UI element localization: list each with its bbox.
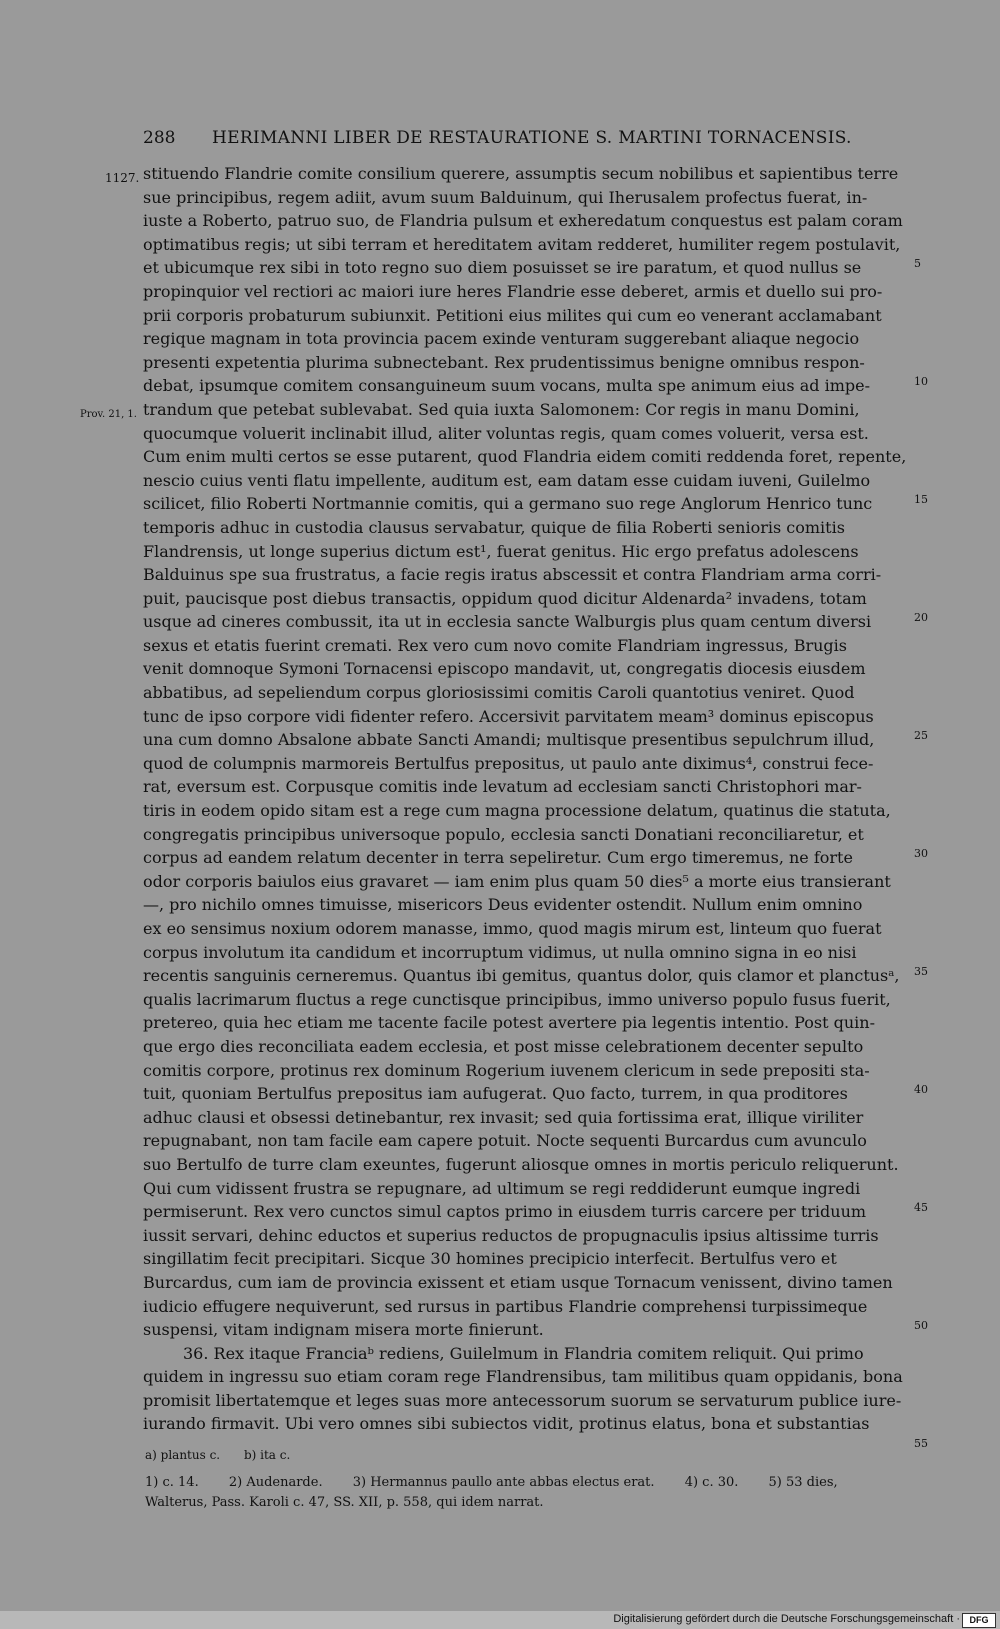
page-title: HERIMANNI LIBER DE RESTAURATIONE S. MARTINI TORNACENSIS. bbox=[212, 128, 852, 148]
text-line: quocumque voluerit inclinabit illud, aliter voluntas regis, quam comes voluerit, versa est. bbox=[143, 423, 869, 443]
credit-text: Digitalisierung gefördert durch die Deutsche Forschungsgemeinschaft · bbox=[613, 1613, 960, 1625]
line-number: 5 bbox=[914, 257, 921, 270]
text-line: comitis corpore, protinus rex dominum Rogerium iuvenem clericum in sede prepositi sta- bbox=[143, 1060, 870, 1080]
line-number: 55 bbox=[914, 1437, 928, 1450]
text-line: temporis adhuc in custodia clausus servabatur, quique de filia Roberti senioris comitis bbox=[143, 517, 845, 537]
text-line: —, pro nichilo omnes timuisse, misericors Deus evidenter ostendit. Nullum enim omnino bbox=[143, 895, 863, 915]
text-line: Burcardus, cum iam de provincia exissent et etiam usque Tornacum venissent, divino tamen bbox=[143, 1272, 893, 1292]
line-number: 40 bbox=[914, 1083, 928, 1096]
line-number: 20 bbox=[914, 611, 928, 624]
text-line: iudicio effugere nequiverunt, sed rursus in partibus Flandrie comprehensi turpissimeque bbox=[143, 1296, 868, 1316]
text-line: abbatibus, ad sepeliendum corpus gloriosissimi comitis Caroli quantotius veniret. Quod bbox=[143, 683, 855, 703]
footnote-continuation: Walterus, Pass. Karoli c. 47, SS. XII, p. 558, qui idem narrat. bbox=[145, 1495, 544, 1510]
variant-notes bbox=[145, 1448, 310, 1462]
text-line: repugnabant, non tam facile eam capere potuit. Nocte sequenti Burcardus cum avunculo bbox=[143, 1131, 867, 1151]
text-line: singillatim fecit precipitari. Sicque 30 homines precipicio interfecit. Bertulfus vero et bbox=[143, 1249, 837, 1269]
footnote: 2) Audenarde. bbox=[228, 1475, 323, 1490]
text-line: Balduinus spe sua frustratus, a facie regis iratus abscessit et contra Flandriam arma corri- bbox=[143, 565, 882, 585]
margin-year: 1127. bbox=[105, 171, 140, 185]
text-line: pretereo, quia hec etiam me tacente facile potest avertere pia legentis intentio. Post quin- bbox=[143, 1013, 875, 1033]
text-line: regique magnam in tota provincia pacem exinde venturam suggerebant aliaque negocio bbox=[143, 329, 860, 349]
text-line: odor corporis baiulos eius gravaret — iam enim plus quam 50 dies⁵ a morte eius transierant bbox=[143, 871, 891, 891]
credit-bar bbox=[0, 1611, 1000, 1629]
text-line: rat, eversum est. Corpusque comitis inde levatum ad ecclesiam sancti Christophori mar- bbox=[143, 777, 862, 797]
text-line: adhuc clausi et obsessi detinebantur, rex invasit; sed quia fortissima erat, illique viriliter bbox=[143, 1107, 864, 1127]
text-line: recentis sanguinis cerneremus. Quantus ibi gemitus, quantus dolor, quis clamor et planctusᵃ, bbox=[143, 966, 900, 986]
line-number: 15 bbox=[914, 493, 928, 506]
text-line: tiris in eodem opido sitam est a rege cum magna processione delatum, quatinus die statuta, bbox=[143, 801, 891, 821]
text-line: una cum domno Absalone abbate Sancti Amandi; multisque presentibus sepulchrum illud, bbox=[143, 730, 875, 750]
text-line: venit domnoque Symoni Tornacensi episcopo mandavit, ut, congregatis diocesis eiusdem bbox=[143, 659, 866, 679]
text-line: 36. Rex itaque Franciaᵇ rediens, Guilelmum in Flandria comitem reliquit. Qui primo bbox=[183, 1343, 864, 1363]
text-line: suspensi, vitam indignam misera morte finierunt. bbox=[143, 1320, 544, 1340]
text-line: suo Bertulfo de turre clam exeuntes, fugerunt aliosque omnes in mortis periculo reliquerunt. bbox=[143, 1154, 899, 1174]
text-line: puit, paucisque post diebus transactis, oppidum quod dicitur Aldenarda² invadens, totam bbox=[143, 588, 867, 608]
text-line: congregatis principibus universoque populo, ecclesia sancti Donatiani reconciliaretur, et bbox=[143, 824, 864, 844]
text-line: trandum que petebat sublevabat. Sed quia iuxta Salomonem: Cor regis in manu Domini, bbox=[143, 399, 860, 419]
body-text bbox=[143, 162, 908, 1436]
text-line: promisit libertatemque et leges suas more antecessorum suorum se servaturum publice iure- bbox=[143, 1390, 902, 1410]
footnote: 1) c. 14. bbox=[145, 1475, 199, 1490]
footnote: 5) 53 dies, bbox=[768, 1475, 838, 1490]
margin-reference: Prov. 21, 1. bbox=[80, 409, 137, 420]
text-line: optimatibus regis; ut sibi terram et hereditatem avitam redderet, humiliter regem postulavit, bbox=[143, 234, 901, 254]
variant-note: b) ita c. bbox=[243, 1448, 291, 1462]
text-line: nescio cuius venti flatu impellente, auditum est, eam datam esse cuidam iuveni, Guilelmo bbox=[143, 470, 871, 490]
text-line: que ergo dies reconciliata eadem ecclesia, et post misse celebrationem decenter sepulto bbox=[143, 1036, 864, 1056]
page-number: 288 bbox=[143, 128, 176, 148]
footnote: 3) Hermannus paullo ante abbas electus erat. bbox=[352, 1475, 655, 1490]
text-line: quidem in ingressu suo etiam coram rege Flandrensibus, tam militibus quam oppidanis, bona bbox=[143, 1367, 903, 1387]
text-line: permiserunt. Rex vero cunctos simul captos primo in eiusdem turris carcere per triduum bbox=[143, 1202, 867, 1222]
text-line: sue principibus, regem adiit, avum suum Balduinum, qui Iherusalem profectus fuerat, in- bbox=[143, 187, 868, 207]
text-line: prii corporis probaturum subiunxit. Petitioni eius milites qui cum eo venerant acclamabant bbox=[143, 305, 882, 325]
line-number: 30 bbox=[914, 847, 928, 860]
text-line: tuit, quoniam Bertulfus prepositus iam aufugerat. Quo facto, turrem, in qua proditores bbox=[143, 1084, 848, 1104]
text-line: Cum enim multi certos se esse putarent, quod Flandria eidem comiti reddenda foret, repente, bbox=[143, 447, 907, 467]
line-number: 25 bbox=[914, 729, 928, 742]
line-number: 35 bbox=[914, 965, 928, 978]
text-line: Qui cum vidissent frustra se repugnare, ad ultimum se regi reddiderunt eumque ingredi bbox=[143, 1178, 861, 1198]
variant-note: a) plantus c. bbox=[145, 1448, 221, 1462]
text-line: corpus ad eandem relatum decenter in terra sepeliretur. Cum ergo timeremus, ne forte bbox=[143, 848, 853, 868]
text-line: stituendo Flandrie comite consilium querere, assumptis secum nobilibus et sapientibus terre bbox=[143, 164, 899, 183]
text-line: propinquior vel rectiori ac maiori iure heres Flandrie esse deberet, armis et duello sui pro- bbox=[143, 281, 883, 301]
text-line: iuste a Roberto, patruo suo, de Flandria pulsum et exheredatum conquestus est palam coram bbox=[143, 211, 903, 231]
footnotes bbox=[145, 1473, 910, 1513]
text-line: presenti expetentia plurima subnectebant. Rex prudentissimus benigne omnibus respon- bbox=[143, 352, 865, 372]
text-line: iussit servari, dehinc eductos et superius reductos de propugnaculis ipsius altissime turris bbox=[143, 1225, 879, 1245]
text-line: Flandrensis, ut longe superius dictum est¹, fuerat genitus. Hic ergo prefatus adolescens bbox=[143, 541, 859, 561]
footnote: 4) c. 30. bbox=[684, 1475, 739, 1490]
text-line: sexus et etatis fuerint cremati. Rex vero cum novo comite Flandriam ingressus, Brugis bbox=[143, 635, 847, 655]
footnote-line bbox=[145, 1473, 910, 1493]
text-line: iurando firmavit. Ubi vero omnes sibi subiectos vidit, protinus elatus, bona et substantias bbox=[143, 1414, 870, 1434]
text-line: corpus involutum ita candidum et incorruptum vidimus, ut nulla omnino signa in eo nisi bbox=[143, 942, 857, 962]
text-line: qualis lacrimarum fluctus a rege cunctisque principibus, immo universo populo fusus fuerit, bbox=[143, 989, 891, 1009]
text-line: et ubicumque rex sibi in toto regno suo diem posuisset se ire paratum, et quod nullus se bbox=[143, 258, 862, 278]
text-line: tunc de ipso corpore vidi fidenter refero. Accersivit parvitatem meam³ dominus episcopus bbox=[143, 706, 874, 726]
text-line: scilicet, filio Roberti Nortmannie comitis, qui a germano suo rege Anglorum Henrico tunc bbox=[143, 494, 873, 514]
dfg-logo: DFG bbox=[962, 1613, 996, 1628]
line-number: 10 bbox=[914, 375, 928, 388]
text-line: usque ad cineres combussit, ita ut in ecclesia sancte Walburgis plus quam centum diversi bbox=[143, 612, 872, 632]
line-number: 45 bbox=[914, 1201, 928, 1214]
text-line: debat, ipsumque comitem consanguineum suum vocans, multa spe animum eius ad impe- bbox=[143, 376, 870, 396]
text-line: ex eo sensimus noxium odorem manasse, immo, quod magis mirum est, linteum quo fuerat bbox=[143, 919, 882, 938]
line-number: 50 bbox=[914, 1319, 928, 1332]
text-line: quod de columpnis marmoreis Bertulfus prepositus, ut paulo ante diximus⁴, construi fece- bbox=[143, 753, 874, 773]
